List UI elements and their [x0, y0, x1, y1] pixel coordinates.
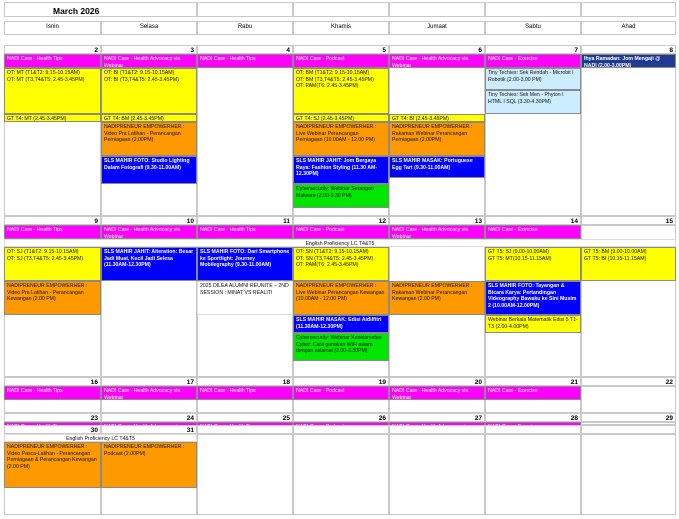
- day-cell[interactable]: [293, 434, 389, 515]
- date-cell[interactable]: [197, 425, 293, 434]
- event-block[interactable]: NADIPRENEUR EMPOWERHER : Rakaman Webinar Perancangan Kewangan (2.00 PM): [389, 281, 485, 315]
- weekday-header: Rabu: [197, 21, 293, 35]
- date-cell[interactable]: 20: [389, 377, 485, 386]
- event-block[interactable]: NADIPRENEUR EMPOWERHER : Live Webinar Perancangan Kewangan (10.00AM - 12.00 PM): [293, 281, 389, 315]
- event-block[interactable]: OT: SJ (T1&T2: 9.15-10.15AM) OT: SJ (T3,T4&T5: 2.45-3.45PM): [4, 247, 101, 281]
- date-cell[interactable]: 7: [485, 45, 581, 54]
- date-cell[interactable]: 16: [4, 377, 101, 386]
- title-row-cell: [485, 2, 581, 17]
- date-cell[interactable]: 25: [197, 413, 293, 422]
- title-row-cell: [581, 2, 676, 17]
- date-cell[interactable]: 9: [4, 216, 101, 225]
- date-cell[interactable]: 3: [101, 45, 197, 54]
- date-cell[interactable]: 6: [389, 45, 485, 54]
- event-block[interactable]: Tiny Techies: Sek Men - Phyton I HTML I SQL (3.30-4.30PM): [485, 90, 581, 114]
- event-block[interactable]: NADI Care - Podcast: [293, 386, 389, 400]
- event-block[interactable]: NADI Care - Health Tips: [197, 225, 293, 239]
- date-cell[interactable]: 31: [101, 425, 197, 434]
- event-block[interactable]: Ihya Ramadan: Jom Mengaji @ NADI (2.00-3.00PM): [581, 54, 676, 68]
- event-block[interactable]: NADI Care - Health Tips: [197, 386, 293, 400]
- event-block[interactable]: SLS MAHIR FOTO: Dari Smartphone ke Sportlight: Journey Mobilegraphy (9.30-11.00AM): [197, 247, 293, 281]
- event-block[interactable]: SLS MAHIR MASAK: Portuguese Egg Tart (9.30-11.00AM): [389, 156, 485, 178]
- date-cell[interactable]: 11: [197, 216, 293, 225]
- event-block[interactable]: SLS MAHIR FOTO: Studio Lighting Dalam Fotografi (9.30-11.00AM): [101, 156, 197, 184]
- weekday-header: Jumaat: [389, 21, 485, 35]
- title-row-cell: [197, 2, 293, 17]
- date-cell[interactable]: 8: [581, 45, 676, 54]
- event-block[interactable]: SLS MAHIR FOTO: Tayangan & Bicara Karya: Pertandingan Videography Bawaku ke Sini Musim 2 (10.00AM-12.00PM): [485, 281, 581, 315]
- event-block[interactable]: 2025 DILEA ALUMNI REUNITE – 2ND SESSION : MINAT VS REALITI: [197, 281, 293, 315]
- date-cell[interactable]: [389, 425, 485, 434]
- event-block[interactable]: NADIPRENEUR EMPOWERHER : Video Pra Latihan - Perancangan Perniagaan (2.00PM): [101, 122, 197, 156]
- date-cell[interactable]: 23: [4, 413, 101, 422]
- day-cell[interactable]: [485, 434, 581, 515]
- weekday-header: Isnin: [4, 21, 101, 35]
- day-cell[interactable]: [581, 54, 676, 216]
- event-block[interactable]: NADIPRENEUR EMPOWERHER : Live Webinar Perancangan Perniagaan (10.00AM - 12.00 PM): [293, 122, 389, 156]
- date-cell[interactable]: 13: [389, 216, 485, 225]
- weekday-header: Khamis: [293, 21, 389, 35]
- event-block[interactable]: Webinar Berkala Matematik Edisi 5 T1-T3 (2.00-4.00PM): [485, 315, 581, 333]
- day-cell[interactable]: [389, 434, 485, 515]
- event-block[interactable]: NADI Care - Health Tips: [4, 225, 101, 239]
- event-block[interactable]: OT: BI (T1&T2: 9.15-10.15AM) OT: BI (T3,T4&T5: 2.45-3.45PM): [101, 68, 197, 114]
- event-block[interactable]: GT T4: BM (2.45-3.45PM): [101, 114, 197, 122]
- event-block[interactable]: NADI Care - Health Tips: [4, 386, 101, 400]
- event-block[interactable]: GT T4: SJ (2.45-3.45PM): [293, 114, 389, 122]
- event-block[interactable]: GT T5: SJ (9.00-10.00AM) GT T5: MT(10.15-11.15AM): [485, 247, 581, 281]
- event-block[interactable]: Cybersecurity: Webinar Keselamatan Cyber: Cara gunakan WiFi awam dengan selamat (2.00-3.30PM): [293, 333, 389, 361]
- event-block[interactable]: NADI Care - Health Advocacy via Webinar: [389, 225, 485, 239]
- weekday-header: Sabtu: [485, 21, 581, 35]
- date-cell[interactable]: [581, 425, 676, 434]
- event-block[interactable]: English Proficiency LC T4&T5: [4, 239, 676, 247]
- day-cell[interactable]: [197, 54, 293, 216]
- title-row-cell: [389, 2, 485, 17]
- date-cell[interactable]: [293, 425, 389, 434]
- event-block[interactable]: GT T4: BI (2.45-3.45PM): [389, 114, 485, 122]
- event-block[interactable]: NADI Care - Health Advocacy via Webinar: [101, 54, 197, 68]
- day-cell[interactable]: [197, 434, 293, 515]
- event-block[interactable]: NADI Care - Health Tips: [4, 54, 101, 68]
- event-block[interactable]: NADI Care - Health Advocacy via Webinar: [101, 386, 197, 400]
- event-block[interactable]: SLS MAHIR JAHIT: Alteration: Besar Jadi Muat, Kecil Jadi Selesa (11.30AM-12.30PM): [101, 247, 197, 281]
- event-block[interactable]: NADI Care - Health Tips: [197, 54, 293, 68]
- date-cell[interactable]: 24: [101, 413, 197, 422]
- date-cell[interactable]: 18: [197, 377, 293, 386]
- date-cell[interactable]: [485, 425, 581, 434]
- weekday-header: Ahad: [581, 21, 676, 35]
- day-cell[interactable]: [581, 434, 676, 515]
- date-cell[interactable]: 15: [581, 216, 676, 225]
- event-block[interactable]: NADI Care - Podcast: [293, 225, 389, 239]
- date-cell[interactable]: 2: [4, 45, 101, 54]
- event-block[interactable]: NADI Care - Health Advocacy via Webinar: [101, 225, 197, 239]
- event-block[interactable]: SLS MAHIR MASAK: Edisi Aidilfitri (11.30AM-12.30PM): [293, 315, 389, 333]
- date-cell[interactable]: 30: [4, 425, 101, 434]
- event-block[interactable]: Cybersecurity: Webinar Serangan Malware (2.00-3.30 PM): [293, 184, 389, 208]
- event-block[interactable]: NADIPRENEUR EMPOWERHER : Podcast (2.00PM): [101, 442, 197, 488]
- event-block[interactable]: OT: SN (T1&T2: 9.15-10.15AM) OT: SN (T3,T4&T5: 2.45-3.45PM) OT: PAM(T6: 2.45-3.45PM): [293, 247, 389, 281]
- date-cell[interactable]: 19: [293, 377, 389, 386]
- event-block[interactable]: English Proficiency LC T4&T5: [4, 434, 197, 442]
- weekday-header: Selasa: [101, 21, 197, 35]
- date-cell[interactable]: 26: [293, 413, 389, 422]
- event-block[interactable]: OT: BM (T1&T2: 9.15-10.15AM) OT: BM (T3,T4&T5: 2.45-3.45PM) OT: PAM(T6: 2.45-3.45PM): [293, 68, 389, 114]
- date-cell[interactable]: 22: [581, 377, 676, 386]
- date-cell[interactable]: 21: [485, 377, 581, 386]
- event-block[interactable]: OT: MT (T1&T2: 9.15-10.15AM) OT: MT (T3,T4&T5: 2.45-3.45PM): [4, 68, 101, 114]
- event-block[interactable]: NADI Care - Exercise: [485, 386, 581, 400]
- event-block[interactable]: Tiny Techies: Sek Rendah - Microbit I Robotik (2.00-3.00 PM): [485, 68, 581, 90]
- date-cell[interactable]: 10: [101, 216, 197, 225]
- event-block[interactable]: NADIPRENEUR EMPOWERHER : Video Pasca-Latihan - Perancangan Perniagaan & Perancangan Kewangan (2.00 PM): [4, 442, 101, 488]
- day-cell[interactable]: [581, 386, 676, 413]
- date-cell[interactable]: 28: [485, 413, 581, 422]
- title-row-cell: [293, 2, 389, 17]
- event-block[interactable]: NADIPRENEUR EMPOWERHER : Video Pra Latihan - Perancangan Kewangan (2.00 PM): [4, 281, 101, 315]
- date-cell[interactable]: 12: [293, 216, 389, 225]
- event-block[interactable]: NADI Care - Exercise: [485, 225, 581, 239]
- date-cell[interactable]: 17: [101, 377, 197, 386]
- month-title: March 2026: [4, 2, 197, 17]
- event-block[interactable]: GT T4: MT (2.45-3.45PM): [4, 114, 101, 122]
- date-cell[interactable]: 27: [389, 413, 485, 422]
- date-cell[interactable]: 29: [581, 413, 676, 422]
- event-block[interactable]: GT T5: BM (9.00-10.00AM) GT T5: BI (10.15-11.15AM): [581, 247, 676, 281]
- date-cell[interactable]: 4: [197, 45, 293, 54]
- event-block[interactable]: NADIPRENEUR EMPOWERHER : Rakaman Webinar Perancangan Perniagaan (2.00PM): [389, 122, 485, 156]
- event-block[interactable]: NADI Care - Health Advocacy via Webinar: [389, 54, 485, 68]
- date-cell[interactable]: 14: [485, 216, 581, 225]
- event-block[interactable]: NADI Care - Health Advocacy via Webinar: [389, 386, 485, 400]
- date-cell[interactable]: 5: [293, 45, 389, 54]
- event-block[interactable]: SLS MAHIR JAHIT: Jom Bergaya Raya: Fashion Styling (11.30 AM-12.30PM): [293, 156, 389, 184]
- event-block[interactable]: NADI Care - Podcast: [293, 54, 389, 68]
- event-block[interactable]: NADI Care - Exercise: [485, 54, 581, 68]
